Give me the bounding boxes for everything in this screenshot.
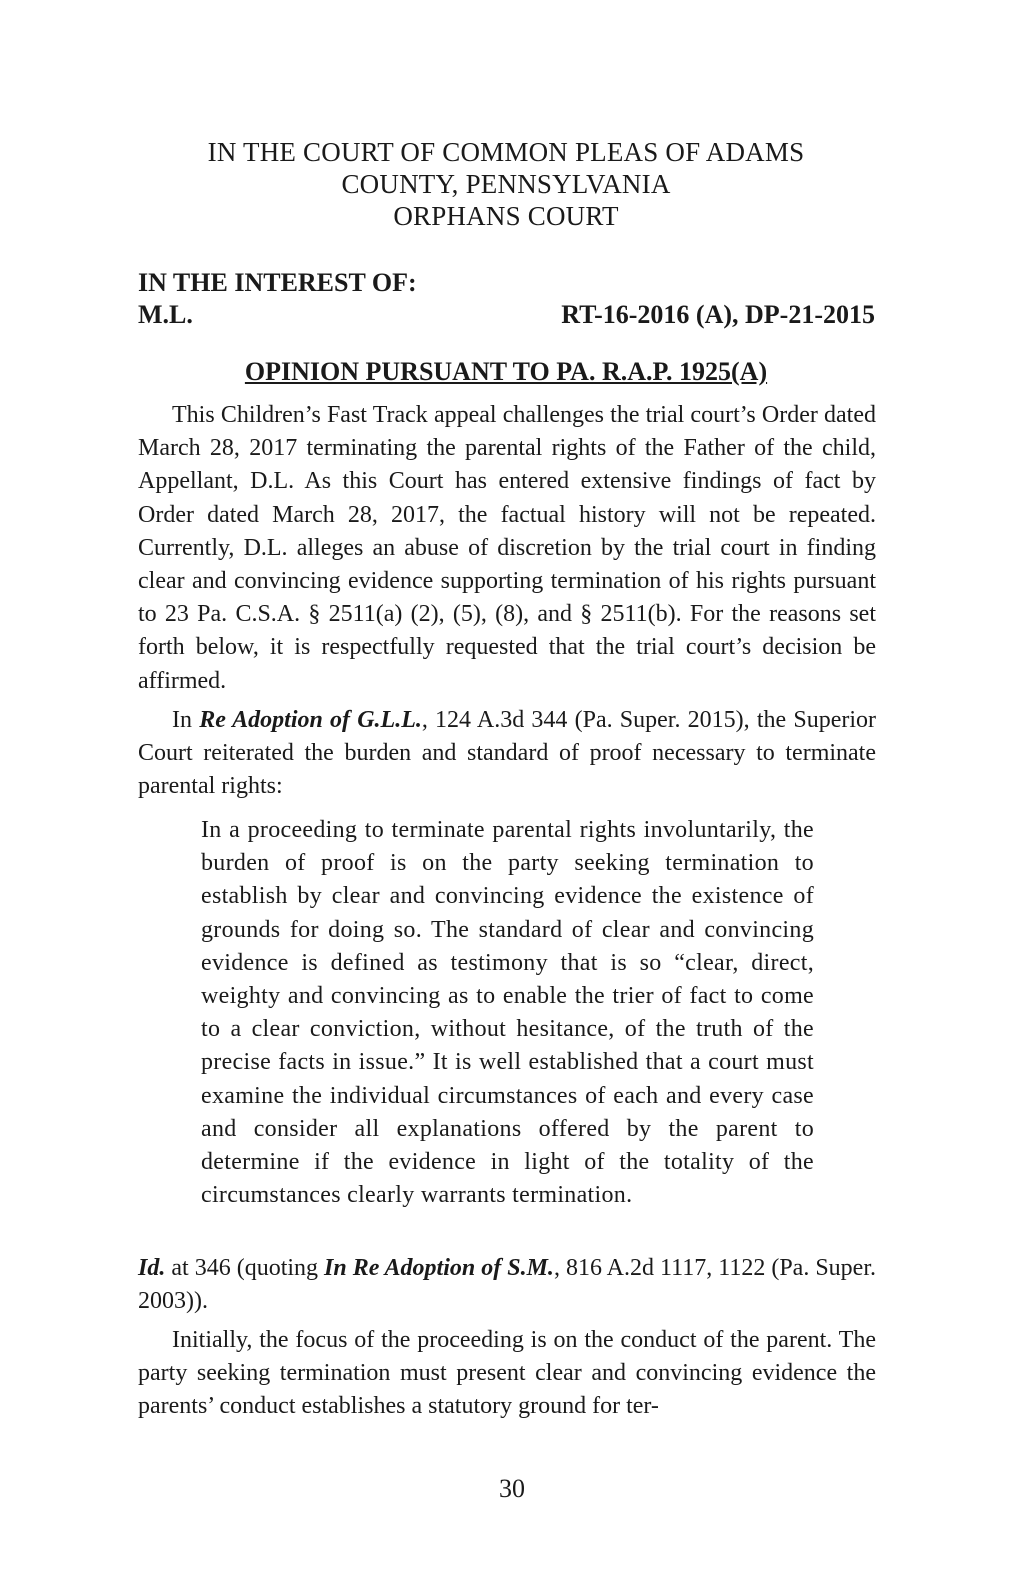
page-number: 30 [499,1474,525,1503]
court-caption [136,136,876,232]
party-name: M.L. [138,300,193,329]
court-line-3: ORPHANS COURT [393,201,619,231]
opinion-title: OPINION PURSUANT TO PA. R.A.P. 1925(A) [244,357,768,386]
paragraph-3: Initially, the focus of the proceeding is on the conduct of the parent. The party seeking termination must present clear and convincing evidence the parents’ conduct establishes a statutory ground for ter- [138,1327,876,1420]
paragraph-1: This Children’s Fast Track appeal challenges the trial court’s Order dated March 28, 2017 terminating the parental rights of the Father of the child, Appellant, D.L. As this Court has entered extensive findings of fact by Order dated March 28, 2017, the factual history will not be repeated. Currently, D.L. alleges an abuse of discretion by the trial court in finding clear and convincing evidence supporting termination of his rights pursuant to 23 Pa. C.S.A. § 2511(a) (2), (5), (8), and § 2511(b). For the reasons set forth below, it is respectfully requested that the trial court’s decision be affirmed. [138,402,876,694]
paragraph-2-prefix: In [172,707,200,733]
paragraph-2 [138,704,876,804]
court-line-2: COUNTY, PENNSYLVANIA [341,169,671,199]
paragraph-2-rest: , 124 A.3d 344 (Pa. Super. 2015), the Superior Court reiterated the burden and standard of proof necessary to terminate parental rights: [138,707,876,800]
block-quote: In a proceeding to terminate parental rights involuntarily, the burden of proof is on the party seeking termination to establish by clear and convincing evidence the existence of grounds for doing so. The standard of clear and convincing evidence is defined as testimony that is so “clear, direct, weighty and convincing as to enable the trier of fact to come to a clear conviction, without hesitance, of the truth of the precise facts in issue.” It is well established that a court must examine the individual circumstances of each and every case and consider all explanations offered by the parent to determine if the evidence in light of the totality of the circumstances clearly warrants termination. [201,817,814,1209]
case-citation-sm: In Re Adoption of S.M. [324,1255,554,1281]
interest-label: IN THE INTEREST OF: [138,268,417,297]
docket-number: RT-16-2016 (A), DP-21-2015 [561,300,875,329]
citation-mid: at 346 (quoting [165,1255,325,1281]
citation-paragraph [138,1252,876,1318]
case-citation-gll: Re Adoption of G.L.L. [199,707,422,733]
citation-rest: , 816 A.2d 1117, 1122 (Pa. Super. 2003)). [138,1255,877,1315]
id-signal: Id. [138,1255,166,1281]
court-line-1: IN THE COURT OF COMMON PLEAS OF ADAMS [207,137,805,167]
